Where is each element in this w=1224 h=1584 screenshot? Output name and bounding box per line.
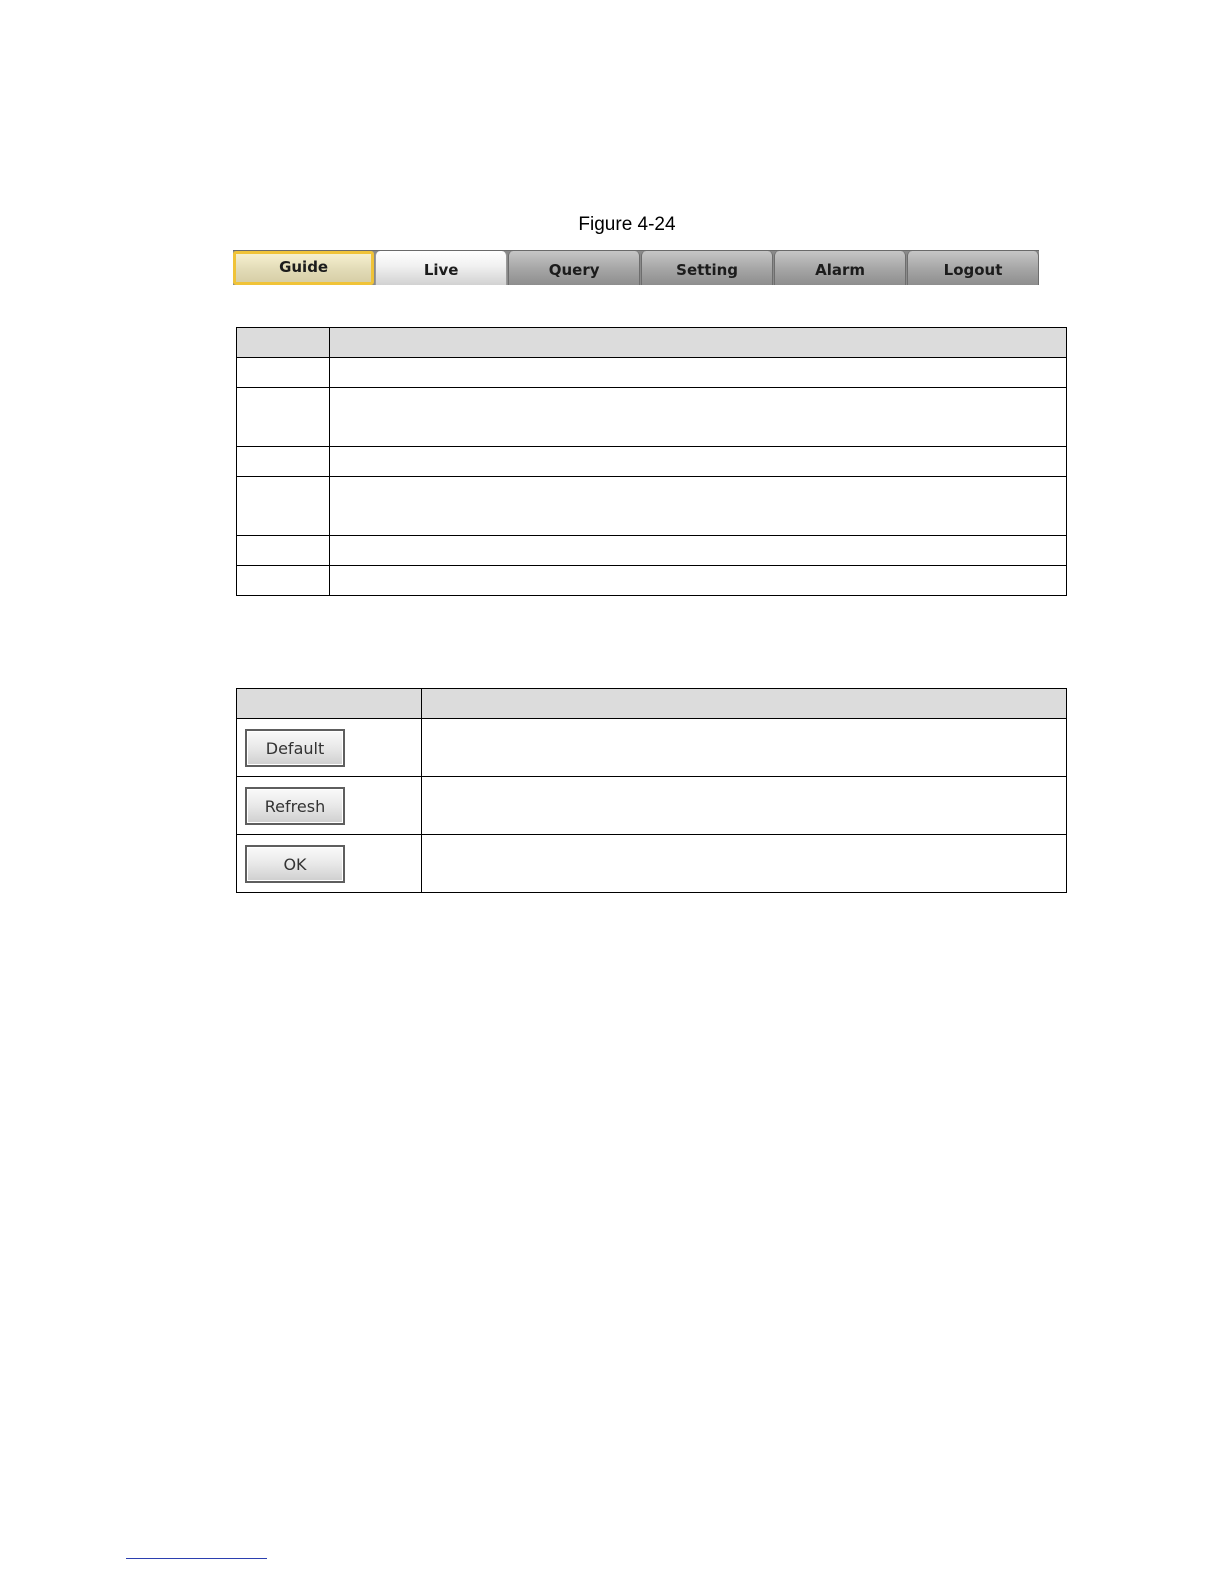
default-button[interactable]: Default — [245, 729, 345, 767]
table-cell — [237, 447, 330, 477]
table-header-cell — [237, 689, 422, 719]
tab-guide[interactable]: Guide — [233, 251, 374, 285]
table-row — [237, 777, 1067, 835]
table-row — [237, 447, 1067, 477]
tab-live[interactable]: Live — [375, 251, 507, 285]
table-row — [237, 719, 1067, 777]
table-cell — [422, 719, 1067, 777]
table-cell — [237, 835, 422, 893]
button-description-table — [236, 688, 1067, 893]
table-cell — [237, 388, 330, 447]
table-row — [237, 477, 1067, 536]
table-cell — [330, 536, 1067, 566]
table-row — [237, 388, 1067, 447]
ok-button[interactable]: OK — [245, 845, 345, 883]
table-cell — [330, 388, 1067, 447]
table-cell — [330, 358, 1067, 388]
main-tab-bar — [233, 250, 1039, 285]
table-cell — [237, 777, 422, 835]
tab-logout[interactable]: Logout — [907, 251, 1039, 285]
table-header-cell — [422, 689, 1067, 719]
table-cell — [237, 719, 422, 777]
table-cell — [330, 566, 1067, 596]
figure-caption: Figure 4-24 — [578, 214, 676, 235]
table-row — [237, 358, 1067, 388]
footer-rule — [126, 1558, 267, 1559]
tab-description-table — [236, 327, 1067, 596]
table-cell — [237, 477, 330, 536]
table-row — [237, 835, 1067, 893]
table-header-cell — [237, 328, 330, 358]
table-cell — [237, 536, 330, 566]
tab-alarm[interactable]: Alarm — [774, 251, 906, 285]
table-header-row — [237, 689, 1067, 719]
table-cell — [330, 477, 1067, 536]
table-cell — [237, 566, 330, 596]
tab-query[interactable]: Query — [508, 251, 640, 285]
table-cell — [422, 777, 1067, 835]
table-row — [237, 536, 1067, 566]
table-header-row — [237, 328, 1067, 358]
table-cell — [422, 835, 1067, 893]
table-row — [237, 566, 1067, 596]
refresh-button[interactable]: Refresh — [245, 787, 345, 825]
table-header-cell — [330, 328, 1067, 358]
table-cell — [330, 447, 1067, 477]
tab-setting[interactable]: Setting — [641, 251, 773, 285]
table-cell — [237, 358, 330, 388]
